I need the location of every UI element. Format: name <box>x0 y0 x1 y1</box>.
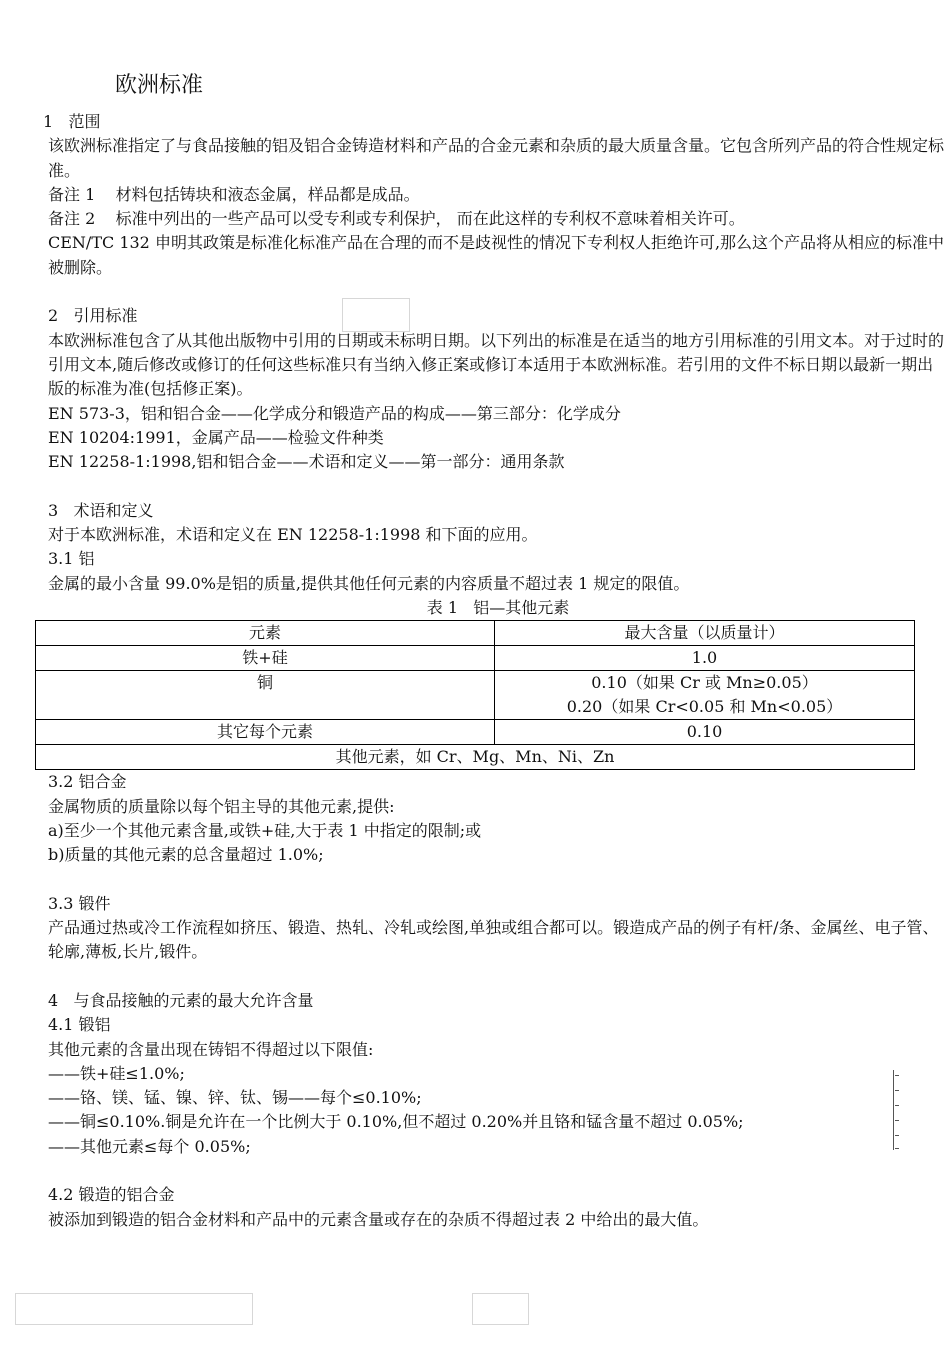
section-3-2-heading: 3.2 铝合金 <box>48 772 127 792</box>
section-1-heading: 1 范围 <box>43 112 101 131</box>
table-cell: 1.0 <box>495 646 915 671</box>
table-row <box>36 671 915 720</box>
section-4-1-paragraph: 其他元素的含量出现在铸铝不得超过以下限值: <box>48 1039 374 1059</box>
note-1: 备注 1 材料包括铸块和液态金属，样品都是成品。 <box>48 184 420 204</box>
table-row <box>36 720 915 745</box>
section-3-1-paragraph: 金属的最小含量 99.0%是铝的质量,提供其他任何元素的内容质量不超过表 1 规定的限值。 <box>48 573 690 593</box>
section-2-paragraph: 本欧洲标准包含了从其他出版物中引用的日期或未标明日期。以下列出的标准是在适当的地方引用标准的引用文本。对于过时的引用文本,随后修改或修订的任何这些标准只有当纳入修正案或修订本适用于本欧洲标准。若引用的文件不标日期以最新一期出版的标准为准(包括修正案)。 <box>48 330 945 399</box>
section-2-heading: 2 引用标准 <box>48 306 138 326</box>
limit-item-3: ——铜≤0.10%.铜是允许在一个比例大于 0.10%,但不超过 0.20%并且铬和锰含量不超过 0.05%; <box>48 1112 744 1132</box>
section-3-2-item-b: b)质量的其他元素的总含量超过 1.0%; <box>48 845 324 865</box>
section-3-1-heading: 3.1 铝 <box>48 549 95 569</box>
table-header-cell: 最大含量（以质量计） <box>495 621 915 646</box>
limit-item-4: ——其他元素≤每个 0.05%; <box>48 1136 251 1156</box>
section-4-heading: 4 与食品接触的元素的最大允许含量 <box>48 990 314 1010</box>
faint-box-bottom-center <box>472 1293 529 1325</box>
table-1 <box>35 620 915 770</box>
document-title: 欧洲标准 <box>115 73 204 98</box>
section-3-heading: 3 术语和定义 <box>48 500 154 520</box>
table-footer-cell: 其他元素，如 Cr、Mg、Mn、Ni、Zn <box>36 745 915 770</box>
section-1-paragraph-2: CEN/TC 132 申明其政策是标准化标准产品在合理的而不是歧视性的情况下专利权人拒绝许可,那么这个产品将从相应的标准中被删除。 <box>48 233 945 277</box>
limit-item-1: ——铁+硅≤1.0%; <box>48 1063 185 1083</box>
table-cell: 铜 <box>36 671 495 720</box>
section-4-2-paragraph: 被添加到锻造的铝合金材料和产品中的元素含量或存在的杂质不得超过表 2 中给出的最大值。 <box>48 1209 709 1229</box>
table-cell: 铁+硅 <box>36 646 495 671</box>
section-3-2-item-a: a)至少一个其他元素含量,或铁+硅,大于表 1 中指定的限制;或 <box>48 820 482 840</box>
section-3-2-paragraph: 金属物质的质量除以每个铝主导的其他元素,提供: <box>48 796 395 816</box>
table-cell-line: 0.10（如果 Cr 或 Mn≥0.05） <box>591 673 818 693</box>
note-2: 备注 2 标准中列出的一些产品可以受专利或专利保护， 而在此这样的专利权不意味着相关许可。 <box>48 209 745 229</box>
reference-3: EN 12258-1:1998,铝和铝合金——术语和定义——第一部分：通用条款 <box>48 452 565 472</box>
table-cell-line: 0.20（如果 Cr<0.05 和 Mn<0.05） <box>566 697 843 717</box>
table-cell <box>495 671 915 720</box>
table-header-cell: 元素 <box>36 621 495 646</box>
reference-2: EN 10204:1991，金属产品——检验文件种类 <box>48 427 384 447</box>
table-row <box>36 646 915 671</box>
table-cell: 其它每个元素 <box>36 720 495 745</box>
section-1-paragraph: 该欧洲标准指定了与食品接触的铝及铝合金铸造材料和产品的合金元素和杂质的最大质量含量。它包含所列产品的符合性规定标准。 <box>48 136 945 180</box>
section-3-paragraph: 对于本欧洲标准，术语和定义在 EN 12258-1:1998 和下面的应用。 <box>48 525 538 545</box>
limit-item-2: ——铬、镁、锰、镍、锌、钛、锡——每个≤0.10%; <box>48 1088 422 1108</box>
section-3-3-paragraph: 产品通过热或冷工作流程如挤压、锻造、热轧、冷轧或绘图,单独或组合都可以。锻造成产品的例子有杆/条、金属丝、电子管、轮廓,薄板,长片,锻件。 <box>48 918 939 962</box>
faint-box-bottom-left <box>15 1293 253 1325</box>
reference-1: EN 573-3，铝和铝合金——化学成分和锻造产品的构成——第三部分：化学成分 <box>48 403 621 423</box>
table-footer-row <box>36 745 915 770</box>
document-body <box>43 110 948 1232</box>
table-1-caption: 表 1 铝—其他元素 <box>426 597 570 617</box>
table-header-row <box>36 621 915 646</box>
table-cell: 0.10 <box>495 720 915 745</box>
section-4-2-heading: 4.2 锻造的铝合金 <box>48 1185 175 1205</box>
margin-ruler-mark <box>893 1070 902 1150</box>
section-4-1-heading: 4.1 锻铝 <box>48 1015 111 1035</box>
section-3-3-heading: 3.3 锻件 <box>48 893 111 913</box>
